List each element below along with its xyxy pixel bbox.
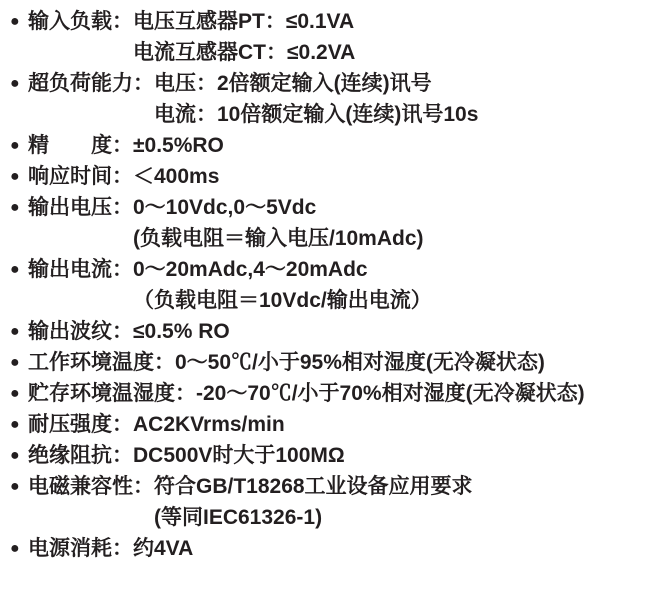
spec-label: 工作环境温度：	[28, 351, 175, 374]
spec-item-storage-temp	[10, 378, 651, 409]
spec-value-line: 电压：2倍额定输入(连续)讯号	[154, 72, 432, 95]
spec-label: 响应时间：	[28, 165, 133, 188]
bullet-icon: ●	[10, 447, 20, 464]
spec-value-line: -20～70℃/小于70%相对湿度(无冷凝状态)	[196, 382, 585, 405]
spec-item-insulation-resistance	[10, 440, 651, 471]
spec-value-line: (负载电阻＝输入电压/10mAdc)	[133, 227, 424, 250]
bullet-icon: ●	[10, 354, 20, 371]
bullet-icon: ●	[10, 416, 20, 433]
spec-label: 绝缘阻抗：	[28, 444, 133, 467]
bullet-icon: ●	[10, 478, 20, 495]
spec-item-emc	[10, 471, 651, 533]
spec-value	[154, 471, 651, 533]
bullet-icon: ●	[10, 13, 20, 30]
spec-value-line: 电压互感器PT：≤0.1VA	[133, 10, 355, 33]
bullet-icon: ●	[10, 323, 20, 340]
bullet-icon: ●	[10, 137, 20, 154]
spec-value	[154, 68, 651, 130]
spec-value-line: 约4VA	[133, 537, 194, 560]
spec-value-line: ≤0.5% RO	[133, 320, 230, 343]
spec-value	[133, 533, 651, 564]
spec-label: 输出波纹：	[28, 320, 133, 343]
bullet-icon: ●	[10, 168, 20, 185]
spec-item-power-consumption	[10, 533, 651, 564]
spec-value	[133, 130, 651, 161]
spec-label: 输入负载：	[28, 10, 133, 33]
spec-value-line: DC500V时大于100MΩ	[133, 444, 345, 467]
spec-value-line: （负载电阻＝10Vdc/输出电流）	[133, 289, 432, 312]
spec-value-line: AC2KVrms/min	[133, 413, 285, 436]
spec-value-line: (等同IEC61326-1)	[154, 506, 323, 529]
spec-label: 超负荷能力：	[28, 72, 154, 95]
spec-value-line: 0～50℃/小于95%相对湿度(无冷凝状态)	[175, 351, 545, 374]
spec-item-accuracy	[10, 130, 651, 161]
spec-label: 贮存环境温湿度：	[28, 382, 196, 405]
spec-value	[133, 254, 651, 316]
spec-label: 输出电压：	[28, 196, 133, 219]
spec-value-line: ±0.5%RO	[133, 134, 224, 157]
spec-item-input-load	[10, 6, 651, 68]
bullet-icon: ●	[10, 540, 20, 557]
spec-value	[196, 378, 651, 409]
spec-value	[175, 347, 651, 378]
spec-label: 电源消耗：	[28, 537, 133, 560]
spec-value	[133, 161, 651, 192]
spec-item-output-current	[10, 254, 651, 316]
spec-item-operating-temp	[10, 347, 651, 378]
spec-value	[133, 6, 651, 68]
bullet-icon: ●	[10, 385, 20, 402]
spec-label: 电磁兼容性：	[28, 475, 154, 498]
bullet-icon: ●	[10, 75, 20, 92]
spec-value-line: 电流：10倍额定输入(连续)讯号10s	[154, 103, 479, 126]
spec-value-line: 电流互感器CT：≤0.2VA	[133, 41, 356, 64]
spec-value-line: 0～10Vdc,0～5Vdc	[133, 196, 317, 219]
bullet-icon: ●	[10, 199, 20, 216]
spec-value-line: ＜400ms	[133, 165, 220, 188]
spec-label: 耐压强度：	[28, 413, 133, 436]
spec-item-output-ripple	[10, 316, 651, 347]
spec-item-output-voltage	[10, 192, 651, 254]
spec-value	[133, 316, 651, 347]
spec-value	[133, 440, 651, 471]
bullet-icon: ●	[10, 261, 20, 278]
spec-value	[133, 192, 651, 254]
spec-label: 精 度：	[28, 134, 133, 157]
spec-item-overload	[10, 68, 651, 130]
spec-label: 输出电流：	[28, 258, 133, 281]
spec-item-response-time	[10, 161, 651, 192]
spec-value-line: 符合GB/T18268工业设备应用要求	[154, 475, 473, 498]
spec-value-line: 0～20mAdc,4～20mAdc	[133, 258, 368, 281]
spec-item-withstand-voltage	[10, 409, 651, 440]
spec-value	[133, 409, 651, 440]
